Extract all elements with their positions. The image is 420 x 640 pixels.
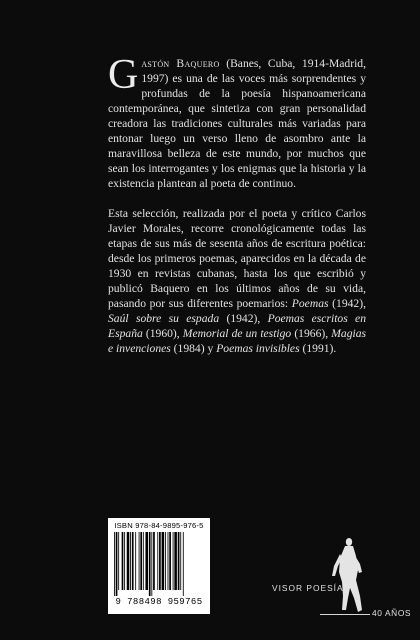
author-name: astón Baquero	[141, 57, 220, 70]
synopsis-text	[108, 52, 367, 356]
isbn-number: ISBN 978-84-9895-976-5	[114, 521, 204, 530]
work-year: (1984) y	[170, 342, 217, 355]
work-title: Poemas escritos en España	[108, 312, 367, 340]
work-title: Poemas	[291, 297, 329, 310]
work-year: (1966),	[291, 327, 332, 340]
work-title: Saúl sobre su espada	[108, 312, 220, 325]
work-year: (1942),	[219, 312, 268, 325]
work-title: Poemas invisibles	[216, 342, 300, 355]
selection-intro: Esta selección, realizada por el poeta y crítico Carlos Javier Morales, recorre cronológicamente todas las etapas de sus más de sesenta años de escritura poética: desde los primeros poemas, aparecidos en la década de 1930 en revistas cubanas, hasta los que escribió y publicó Baquero en los últimos años de su vida, pasando por sus diferentes poemarios:	[108, 207, 366, 310]
barcode-label	[108, 518, 210, 614]
paragraph-author-bio	[108, 52, 366, 191]
work-year: (1942),	[328, 297, 366, 310]
dropcap-letter: G	[108, 52, 139, 98]
work-title: Magias e invenciones	[108, 327, 367, 355]
barcode-digits: 9 788498 959765	[115, 597, 203, 607]
work-year: (1960),	[142, 327, 183, 340]
divider-line	[320, 614, 370, 615]
publisher-name: VISOR POESÍA	[272, 583, 344, 593]
walking-figure-logo-icon	[318, 536, 376, 618]
work-title: Memorial de un testigo	[182, 327, 292, 340]
work-year: (1991).	[299, 342, 337, 355]
paragraph-selection	[108, 206, 366, 356]
author-bio-text: (Banes, Cuba, 1914-Madrid, 1997) es una de las voces más sorprendentes y profundas de la poesía hispanoamericana contemporánea, que sintetiza con gran personalidad creadora las tradiciones culturales más variadas para entonar luego un verso lleno de asombro ante la maravillosa belleza de este mundo, por muchos que sean los interrogantes y los enigmas que la historia y la existencia plantean al poeta de continuo.	[108, 57, 366, 190]
anniversary-label: 40 AÑOS	[372, 608, 412, 618]
barcode-icon	[112, 532, 206, 596]
